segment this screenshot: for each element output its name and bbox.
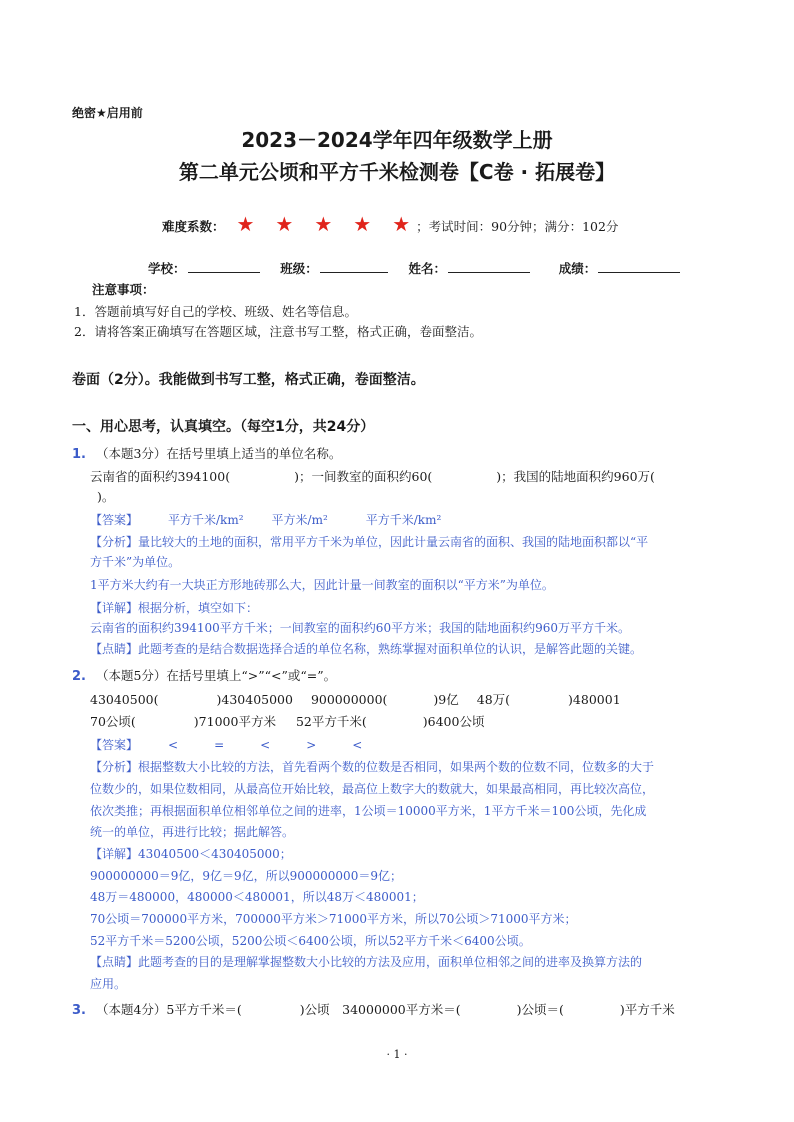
note-item: 1．答题前填写好自己的学校、班级、姓名等信息。 <box>74 304 357 319</box>
q2-text: )480001 <box>568 692 621 707</box>
q3-text: )公顷 34000000平方米＝( <box>299 1002 461 1017</box>
grade-field[interactable] <box>598 271 680 273</box>
comment-label: 【点睛】 <box>90 955 139 969</box>
q3-text: )公顷＝( <box>516 1002 564 1017</box>
grade-label: 成绩： <box>558 261 597 276</box>
star-icon: ★ <box>236 212 255 236</box>
q1-text-d: )。 <box>97 489 115 504</box>
q1-comment <box>90 640 642 657</box>
star-icon: ★ <box>314 212 333 236</box>
q1-answer <box>90 511 441 528</box>
star-icon: ★ <box>353 212 372 236</box>
answer-value: 平方千米/km² <box>365 513 442 527</box>
info-row <box>148 259 682 277</box>
q2-analysis <box>90 758 654 775</box>
note-item: 2．请将答案正确填写在答题区域，注意书写工整，格式正确，卷面整洁。 <box>74 324 482 339</box>
difficulty-row <box>162 212 618 236</box>
star-icon: ★ <box>392 212 411 236</box>
class-label: 班级： <box>280 261 318 276</box>
answer-label: 【答案】 <box>90 513 139 527</box>
question-number: 2. <box>72 669 86 684</box>
question-2-row-1 <box>90 690 621 708</box>
analysis-label: 【分析】 <box>90 535 139 549</box>
answer-value: = <box>214 738 225 752</box>
detail-text: 43040500＜430405000； <box>138 847 292 861</box>
question-1-line <box>90 467 655 485</box>
q2-detail-line: 52平方千米＝5200公顷，5200公顷＜6400公顷，所以52平方千米＜6400公顷。 <box>90 934 531 948</box>
q2-text: )6400公顷 <box>422 714 485 729</box>
school-label: 学校： <box>148 261 186 276</box>
q1-analysis-cont: 方千米”为单位。 <box>90 555 181 569</box>
section-1-title: 一、用心思考，认真填空。（每空1分，共24分） <box>72 419 375 435</box>
q1-analysis-cont: 1平方米大约有一大块正方形地砖那么大，因此计量一间教室的面积以“平方米”为单位。 <box>90 578 554 592</box>
question-3 <box>72 1000 675 1018</box>
stem-text: （本题5分）在括号里填上“>”“<”或“=”。 <box>95 668 337 683</box>
comment-text: 此题考查的是结合数据选择合适的单位名称，熟练掌握对面积单位的认识，是解答此题的关键。 <box>138 642 643 656</box>
difficulty-label: 难度系数： <box>162 219 225 234</box>
q1-analysis <box>90 533 648 550</box>
title-line-2: 第二单元公顷和平方千米检测卷【C卷 · 拓展卷】 <box>178 160 616 184</box>
q2-text: 43040500( <box>90 692 159 707</box>
q2-text: )430405000 <box>216 692 293 707</box>
q2-detail-line: 48万＝480000，480000＜480001，所以48万＜480001； <box>90 890 424 904</box>
page-number: · 1 · <box>386 1048 408 1061</box>
q2-text: )9亿 <box>433 692 459 707</box>
name-label: 姓名： <box>408 261 446 276</box>
question-2-stem <box>72 666 336 684</box>
q2-text: 48万( <box>476 692 511 707</box>
q3-text: )平方千米 <box>619 1002 675 1017</box>
q2-detail-line: 900000000＝9亿，9亿＝9亿，所以900000000＝9亿； <box>90 869 402 883</box>
q2-comment-cont: 应用。 <box>90 977 127 991</box>
analysis-label: 【分析】 <box>90 760 139 774</box>
q1-text-b: )；一间教室的面积约60( <box>294 469 433 484</box>
detail-label: 【详解】 <box>90 847 139 861</box>
stem-text: （本题3分）在括号里填上适当的单位名称。 <box>95 446 342 461</box>
q1-detail <box>90 599 258 616</box>
q3-text: （本题4分）5平方千米＝( <box>95 1002 242 1017</box>
detail-label: 【详解】 <box>90 601 139 615</box>
q2-detail <box>90 845 292 862</box>
question-number: 1. <box>72 447 86 462</box>
answer-value: < <box>168 738 179 752</box>
question-number: 3. <box>72 1003 86 1018</box>
analysis-text: 根据整数大小比较的方法，首先看两个数的位数是否相同，如果两个数的位数不同，位数多的大于 <box>138 760 655 774</box>
answer-value: < <box>352 738 363 752</box>
neatness-line: 卷面（2分）。我能做到书写工整，格式正确，卷面整洁。 <box>72 372 425 388</box>
detail-text: 根据分析，填空如下： <box>138 601 259 615</box>
time-score: ；考试时间：90分钟；满分：102分 <box>416 219 619 234</box>
q2-analysis-cont: 位数少的，如果位数相同，从最高位开始比较，最高位上数字大的数就大，如果最高相同，再比较次高位， <box>90 782 655 796</box>
class-field[interactable] <box>320 271 388 273</box>
question-1-stem <box>72 444 341 462</box>
q1-line-end <box>95 487 114 505</box>
answer-value: 平方米/m² <box>271 513 328 527</box>
notes-heading: 注意事项： <box>92 282 155 297</box>
star-icon: ★ <box>275 212 294 236</box>
question-2-row-2 <box>90 712 484 730</box>
answer-value: > <box>306 738 317 752</box>
q2-text: 70公顷( <box>90 714 136 729</box>
comment-text: 此题考查的目的是理解掌握整数大小比较的方法及应用，面积单位相邻之间的进率及换算方法的 <box>138 955 643 969</box>
q2-detail-line: 70公顷＝700000平方米，700000平方米＞71000平方米，所以70公顷＞71000平方米； <box>90 912 577 926</box>
secret-label: 绝密★启用前 <box>72 106 143 120</box>
q2-text: 52平方千米( <box>295 714 367 729</box>
q1-text-a: 云南省的面积约394100( <box>90 469 231 484</box>
q2-analysis-cont: 统一的单位，再进行比较；据此解答。 <box>90 825 295 839</box>
q2-text: )71000平方米 <box>193 714 276 729</box>
comment-label: 【点睛】 <box>90 642 139 656</box>
q1-detail-cont: 云南省的面积约394100平方千米；一间教室的面积约60平方米；我国的陆地面积约960万平方千米。 <box>90 621 630 635</box>
title-line-1: 2023－2024学年四年级数学上册 <box>241 128 553 152</box>
q1-text-c: )；我国的陆地面积约960万( <box>496 469 655 484</box>
answer-value: < <box>260 738 271 752</box>
q2-comment <box>90 953 642 970</box>
name-field[interactable] <box>448 271 530 273</box>
answer-label: 【答案】 <box>90 738 139 752</box>
q2-text: 900000000( <box>310 692 388 707</box>
q2-answer <box>90 736 362 753</box>
analysis-text: 量比较大的土地的面积，常用平方千米为单位，因此计量云南省的面积、我国的陆地面积都以“平 <box>138 535 649 549</box>
answer-value: 平方千米/km² <box>168 513 244 527</box>
q2-analysis-cont: 依次类推；再根据面积单位相邻单位之间的进率，1公顷＝10000平方米，1平方千米＝100公顷，先化成 <box>90 804 647 818</box>
school-field[interactable] <box>188 271 260 273</box>
